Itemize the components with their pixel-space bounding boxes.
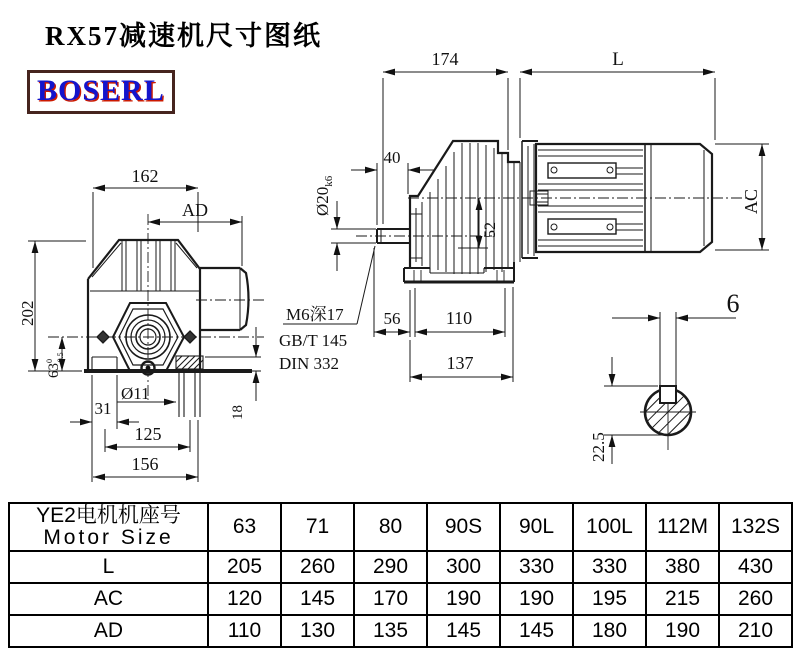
table-cell: 130 — [281, 615, 354, 647]
table-cell: 290 — [354, 551, 427, 583]
dim-18: 18 — [230, 405, 246, 420]
motor-size-header-en: Motor Size — [43, 526, 174, 549]
table-cell: 380 — [646, 551, 719, 583]
table-cell: 300 — [427, 551, 500, 583]
row-label: L — [9, 551, 208, 583]
col-header: 132S — [719, 503, 792, 551]
brand-logo — [27, 70, 175, 114]
dim-40: 40 — [383, 148, 401, 167]
table-cell: 145 — [500, 615, 573, 647]
table-cell: 215 — [646, 583, 719, 615]
dimension-table — [8, 502, 793, 648]
dim-56: 56 — [383, 309, 401, 328]
dim-125: 125 — [134, 424, 162, 444]
table-header-row — [9, 503, 792, 551]
motor-size-header-cn: YE2电机机座号 — [36, 503, 181, 527]
table-cell: 190 — [500, 583, 573, 615]
table-cell: 430 — [719, 551, 792, 583]
table-row-AC — [9, 583, 792, 615]
col-header: 100L — [573, 503, 646, 551]
note-tap: M6深17 — [286, 305, 344, 324]
table-cell: 330 — [500, 551, 573, 583]
table-row-L — [9, 551, 792, 583]
dim-ad: AD — [182, 200, 208, 220]
dim-156: 156 — [131, 454, 159, 474]
table-cell: 205 — [208, 551, 281, 583]
table-cell: 180 — [573, 615, 646, 647]
col-header: 90S — [427, 503, 500, 551]
table-cell: 135 — [354, 615, 427, 647]
dim-137: 137 — [446, 353, 474, 373]
dim-52: 52 — [482, 222, 499, 238]
table-cell: 210 — [719, 615, 792, 647]
dim-key-width: 6 — [726, 289, 740, 318]
col-header: 71 — [281, 503, 354, 551]
dim-202: 202 — [18, 300, 37, 326]
side-view — [279, 49, 769, 382]
page-title: RX57减速机尺寸图纸 — [45, 21, 322, 51]
dim-o11: Ø11 — [121, 384, 150, 403]
col-header: 112M — [646, 503, 719, 551]
row-label: AC — [9, 583, 208, 615]
dim-63-tol: $63^0$ -0.5 — [45, 352, 65, 378]
col-header: 63 — [208, 503, 281, 551]
note-gbt: GB/T 145 — [279, 331, 348, 350]
col-header: 80 — [354, 503, 427, 551]
note-din: DIN 332 — [279, 354, 339, 373]
table-cell: 190 — [646, 615, 719, 647]
dim-ac: AC — [741, 188, 761, 214]
table-cell: 145 — [281, 583, 354, 615]
table-cell: 195 — [573, 583, 646, 615]
table-cell: 260 — [281, 551, 354, 583]
table-cell: 120 — [208, 583, 281, 615]
dim-L: L — [612, 49, 624, 70]
dim-162: 162 — [131, 166, 159, 186]
table-cell: 110 — [208, 615, 281, 647]
dim-shaft-dia: $Ø20_{k6}$ — [313, 175, 335, 216]
table-cell: 330 — [573, 551, 646, 583]
dim-key-depth: 22.5 — [589, 432, 608, 462]
dim-31: 31 — [94, 399, 112, 418]
col-header: 90L — [500, 503, 573, 551]
table-cell: 145 — [427, 615, 500, 647]
front-view — [18, 166, 264, 482]
dim-110: 110 — [445, 308, 473, 328]
shaft-key-section — [589, 289, 740, 464]
table-cell: 190 — [427, 583, 500, 615]
brand-logo-text: BOSERL — [37, 74, 165, 107]
dim-174: 174 — [431, 49, 459, 69]
row-label: AD — [9, 615, 208, 647]
table-cell: 260 — [719, 583, 792, 615]
motor-size-header — [9, 503, 208, 551]
table-cell: 170 — [354, 583, 427, 615]
table-row-AD — [9, 615, 792, 647]
